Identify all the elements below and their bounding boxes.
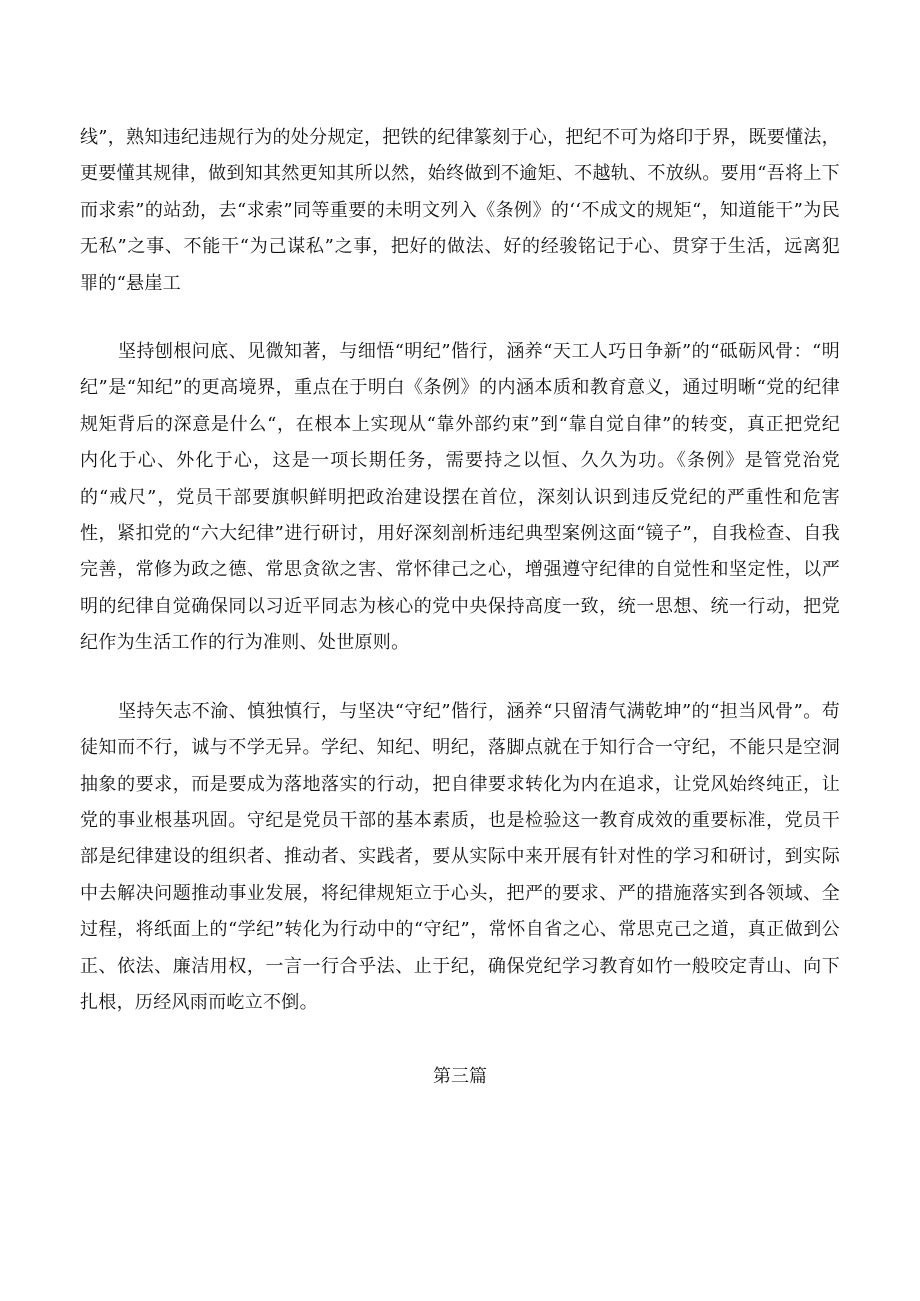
paragraph-shouji: 坚持矢志不渝、慎独慎行，与坚决“守纪”偕行，涵养“只留清气满乾坤”的“担当风骨”。苟徒知而不行，诚与不学无异。学纪、知纪、明纪，落脚点就在于知行合一守纪，不能只是空洞抽象的要求，而是要成为落地落实的行动，把自律要求转化为内在追求，让党风始终纯正，让党的事业根基巩固。守纪是党员干部的基本素质，也是检验这一教育成效的重要标准，党员干部是纪律建设的组织者、推动者、实践者，要从实际中来开展有针对性的学习和研讨，到实际中去解决问题推动事业发展，将纪律规矩立于心头，把严的要求、严的措施落实到各领域、全过程，将纸面上的“学纪”转化为行动中的“守纪”，常怀自省之心、常思克己之道，真正做到公正、依法、廉洁用权，一言一行合乎法、止于纪，确保党纪学习教育如竹一般咬定青山、向下扎根，历经风雨而屹立不倒。 (80, 700, 840, 1013)
paragraph-continuation: 线”，熟知违纪违规行为的处分规定，把铁的纪律篆刻于心，把纪不可为烙印于界，既要懂法，更要懂其规律，做到知其然更知其所以然，始终做到不逾矩、不越轨、不放纵。要用“吾将上下而求索”的站劲，去“求索”同等重要的未明文列入《条例》的‘‘不成文的规矩“，知道能干”为民无私”之事、不能干“为己谋私”之事，把好的做法、好的经骏铭记于心、贯穿于生活，远离犯罪的“悬崖工 (80, 127, 840, 294)
paragraph-gap (80, 662, 840, 694)
paragraph-gap (80, 302, 840, 334)
paragraph-mingji: 坚持刨根问底、见微知著，与细悟“明纪”偕行，涵养“天工人巧日争新”的“砥砺风骨：“明纪”是“知纪”的更高境界，重点在于明白《条例》的内涵本质和教育意义，通过明晰“党的纪律规矩背后的深意是什么“，在根本上实现从“靠外部约束”到“靠自觉自律”的转变，真正把党纪内化于心、外化于心，这是一项长期任务，需要持之以恒、久久为功。《条例》是管党治党的“戒尺”，党员干部要旗帜鲜明把政治建设摆在首位，深刻认识到违反党纪的严重性和危害性，紧扣党的“六大纪律”进行研讨，用好深刻剖析违纪典型案例这面“镜子”，自我检查、自我完善，常修为政之德、常思贪欲之害、常怀律己之心，增强遵守纪律的自觉性和坚定性，以严明的纪律自觉确保同以习近平同志为核心的党中央保持高度一致，统一思想、统一行动，把党纪作为生活工作的行为准则、处世原则。 (80, 341, 840, 654)
section-heading: 第三篇 (433, 1066, 487, 1088)
